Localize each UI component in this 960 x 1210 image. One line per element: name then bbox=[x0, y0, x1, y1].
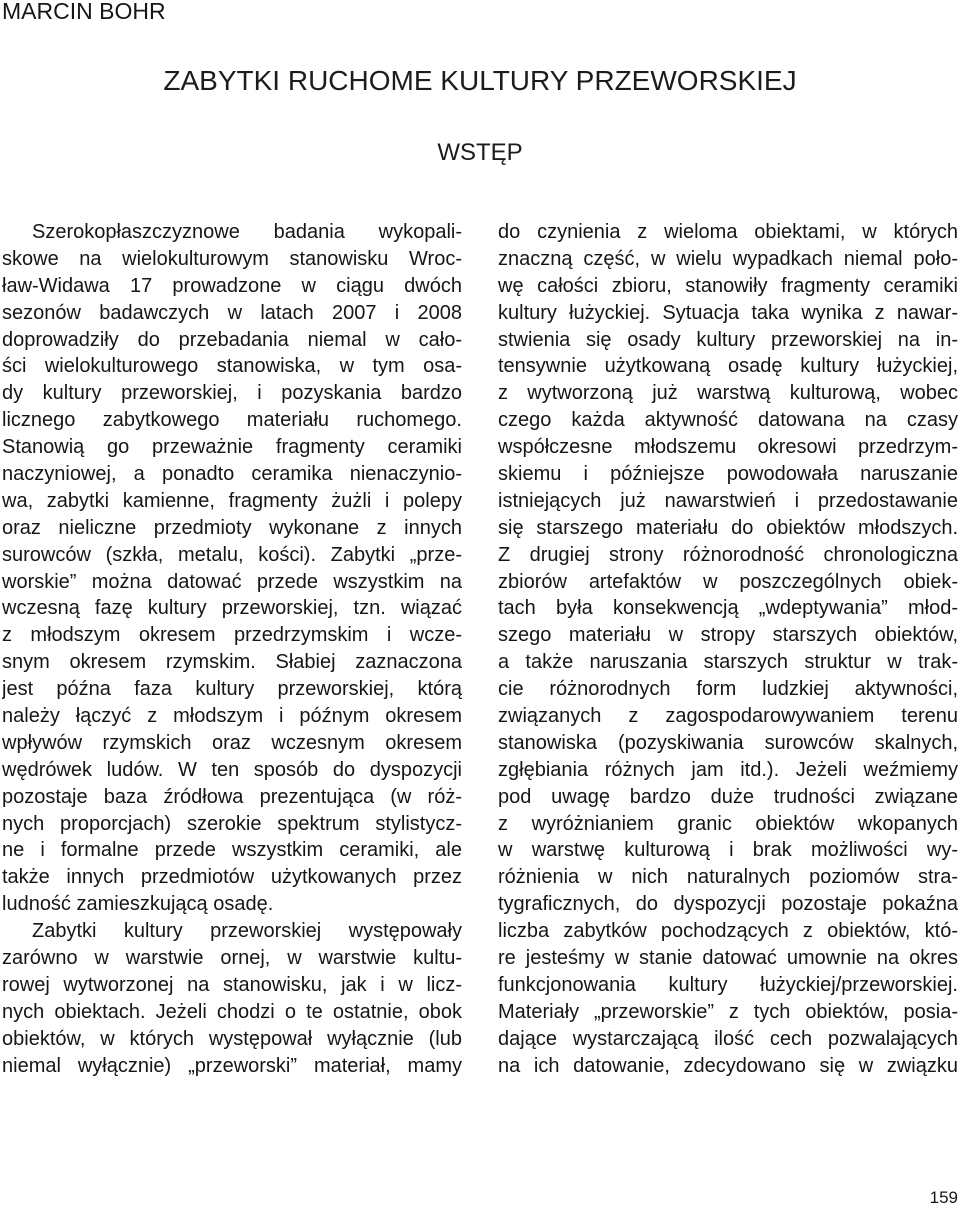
text-line: istniejących już nawarstwień i przedostawanie bbox=[498, 489, 958, 512]
text-line: z wyróżnianiem granic obiektów wkopanych bbox=[498, 812, 958, 835]
text-line: a także naruszania starszych struktur w trak- bbox=[498, 651, 958, 674]
text-line: dające wystarczającą ilość cech pozwalających bbox=[498, 1027, 958, 1050]
text-line: związanych z zagospodarowywaniem terenu bbox=[498, 705, 958, 728]
text-line: do czynienia z wieloma obiektami, w których bbox=[498, 221, 958, 243]
text-line: wę całości zbioru, stanowiły fragmenty ceramiki bbox=[498, 274, 958, 297]
text-line: wa, zabytki kamienne, fragmenty żużli i polepy bbox=[2, 489, 462, 512]
text-line: pozostaje baza źródłowa prezentująca (w róż- bbox=[2, 785, 462, 808]
text-line: z młodszym okresem przedrzymskim i wcze- bbox=[2, 624, 462, 647]
text-line: Szerokopłaszczyznowe badania wykopali- bbox=[32, 221, 462, 243]
text-line: doprowadziły do przebadania niemal w cało- bbox=[2, 328, 462, 351]
text-line: cie różnorodnych form ludzkiej aktywności, bbox=[498, 678, 958, 701]
paragraph bbox=[498, 219, 958, 1080]
text-line: licznego zabytkowego materiału ruchomego. bbox=[2, 409, 462, 432]
text-line: naczyniowej, a ponadto ceramika nienaczynio- bbox=[2, 463, 462, 486]
text-line: liczba zabytków pochodzących z obiektów, któ- bbox=[498, 920, 958, 943]
text-line: oraz nieliczne przedmioty wykonane z innych bbox=[2, 516, 462, 539]
text-line: ław-Widawa 17 prowadzone w ciągu dwóch bbox=[2, 274, 462, 297]
right-column bbox=[498, 219, 958, 1080]
text-line: re jesteśmy w stanie datować umownie na okres bbox=[498, 947, 958, 970]
text-line: czego każda aktywność datowana na czasy bbox=[498, 409, 958, 432]
text-line: współczesne młodszemu okresowi przedrzym- bbox=[498, 436, 958, 459]
text-line: wczesną fazę kultury przeworskiej, tzn. wiązać bbox=[2, 597, 462, 620]
text-line: stanowiska (pozyskiwania surowców skalnych, bbox=[498, 731, 958, 754]
text-line: niemal wyłącznie) „przeworski” materiał, mamy bbox=[2, 1054, 462, 1077]
text-line: funkcjonowania kultury łużyckiej/przeworskiej. bbox=[498, 973, 958, 996]
paragraph bbox=[2, 918, 462, 1079]
text-line: tygraficznych, do dyspozycji pozostaje pokaźna bbox=[498, 893, 958, 916]
text-line: tensywnie użytkowaną osadę kultury łużyckiej, bbox=[498, 355, 958, 378]
text-line: surowców (szkła, metalu, kości). Zabytki „prze- bbox=[2, 543, 462, 566]
running-head-author: MARCIN BOHR bbox=[2, 0, 166, 24]
article-title: ZABYTKI RUCHOME KULTURY PRZEWORSKIEJ bbox=[163, 65, 797, 96]
text-line: rowej wytworzonej na stanowisku, jak i w licz- bbox=[2, 973, 462, 996]
text-line: zbiorów artefaktów w poszczególnych obiek- bbox=[498, 570, 958, 593]
text-line: wpływów rzymskich oraz wczesnym okresem bbox=[2, 731, 462, 754]
text-line: szego materiału w stropy starszych obiektów, bbox=[498, 624, 958, 647]
text-line: skiemu i późniejsze powodowała naruszanie bbox=[498, 463, 958, 486]
left-column bbox=[2, 219, 462, 1080]
text-line: snym okresem rzymskim. Słabiej zaznaczona bbox=[2, 651, 462, 674]
text-line: także innych przedmiotów użytkowanych przez bbox=[2, 866, 462, 889]
page-number: 159 bbox=[929, 1188, 958, 1207]
text-line: się starszego materiału do obiektów młodszych. bbox=[498, 516, 958, 539]
section-heading: WSTĘP bbox=[437, 139, 523, 166]
text-line: Stanowią go przeważnie fragmenty ceramiki bbox=[2, 436, 462, 459]
text-line: stwienia się osady kultury przeworskiej na in- bbox=[498, 328, 958, 351]
text-line: nych obiektach. Jeżeli chodzi o te ostatnie, obok bbox=[2, 1000, 462, 1023]
text-line: pod uwagę bardzo duże trudności związane bbox=[498, 785, 958, 808]
text-line: skowe na wielokulturowym stanowisku Wroc- bbox=[2, 247, 462, 270]
text-line: w warstwę kulturową i brak możliwości wy- bbox=[498, 839, 958, 862]
paragraph bbox=[2, 219, 462, 918]
text-line: Materiały „przeworskie” z tych obiektów, posia- bbox=[498, 1000, 958, 1023]
text-line: worskie” można datować przede wszystkim na bbox=[2, 570, 462, 593]
text-line: zgłębiania różnych jam itd.). Jeżeli weźmiemy bbox=[498, 758, 958, 781]
text-line: Zabytki kultury przeworskiej występowały bbox=[32, 920, 462, 943]
text-line: ludność zamieszkującą osadę. bbox=[2, 893, 274, 916]
text-line: na ich datowanie, zdecydowano się w związku bbox=[498, 1054, 958, 1077]
text-line: wędrówek ludów. W ten sposób do dyspozycji bbox=[2, 758, 462, 781]
text-line: z wytworzoną już warstwą kulturową, wobec bbox=[498, 382, 958, 405]
text-line: należy łączyć z młodszym i późnym okresem bbox=[2, 705, 462, 728]
text-line: obiektów, w których występował wyłącznie (lub bbox=[2, 1027, 462, 1050]
text-line: ści wielokulturowego stanowiska, w tym osa- bbox=[2, 355, 462, 378]
text-line: tach była konsekwencją „wdeptywania” młod- bbox=[498, 597, 958, 620]
text-line: jest późna faza kultury przeworskiej, którą bbox=[2, 678, 462, 701]
text-line: ne i formalne przede wszystkim ceramiki, ale bbox=[2, 839, 462, 862]
text-line: znaczną część, w wielu wypadkach niemal poło- bbox=[498, 247, 958, 270]
text-line: zarówno w warstwie ornej, w warstwie kultu- bbox=[2, 947, 462, 970]
text-line: dy kultury przeworskiej, i pozyskania bardzo bbox=[2, 382, 462, 405]
text-line: Z drugiej strony różnorodność chronologiczna bbox=[498, 543, 958, 566]
text-line: różnienia w nich naturalnych poziomów stra- bbox=[498, 866, 958, 889]
text-line: nych proporcjach) szerokie spektrum stylistycz- bbox=[2, 812, 462, 835]
text-line: sezonów badawczych w latach 2007 i 2008 bbox=[2, 301, 462, 324]
text-line: kultury łużyckiej. Sytuacja taka wynika z nawar- bbox=[498, 301, 958, 324]
